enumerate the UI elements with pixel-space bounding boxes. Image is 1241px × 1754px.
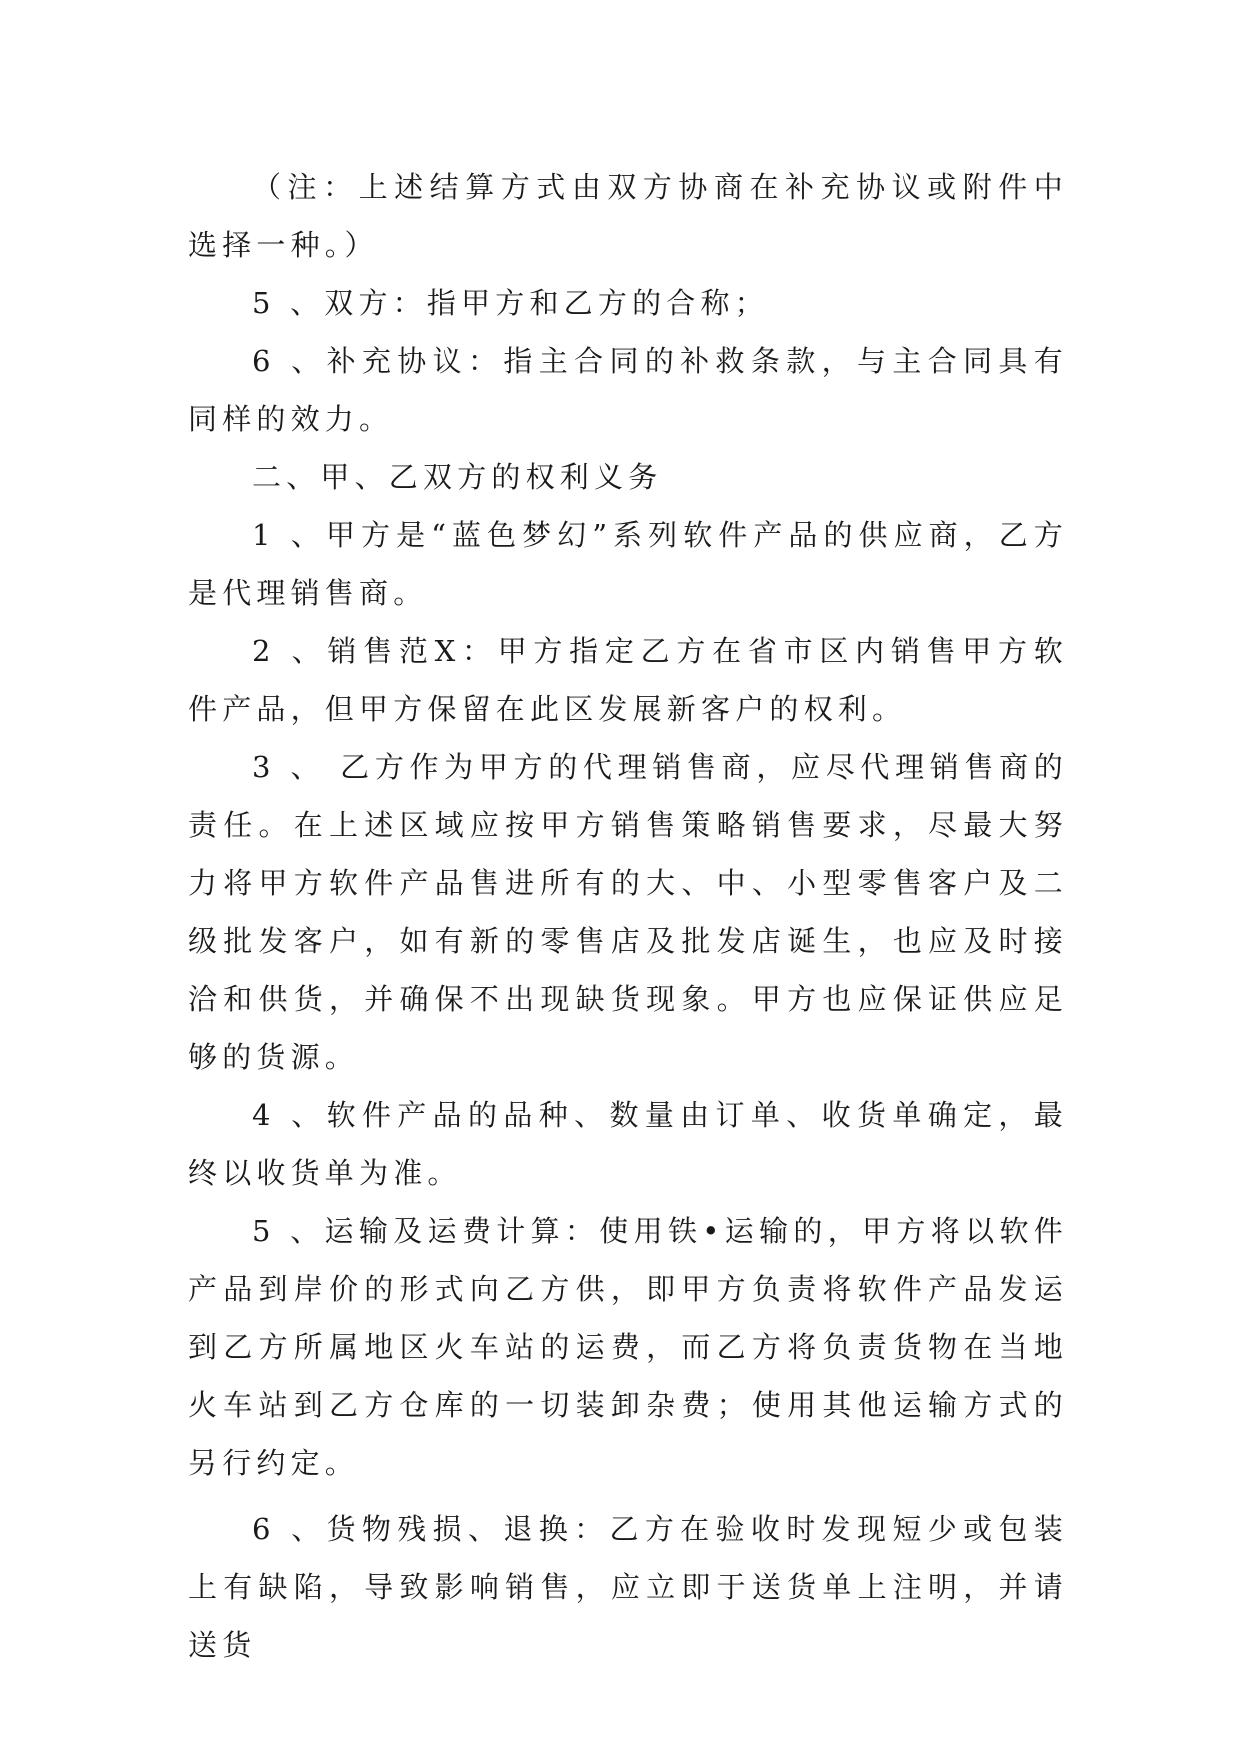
section-heading-rights-obligations: 二、甲、乙双方的权利义务 xyxy=(252,460,663,494)
paragraph-clause-6: 6 、货物残损、退换：乙方在验收时发现短少或包装上有缺陷，导致影响销售，应立即于送货单上注明，并请送货 xyxy=(188,1512,1068,1662)
paragraph-clause-2: 2 、销售范X：甲方指定乙方在省市区内销售甲方软件产品，但甲方保留在此区发展新客户的权利。 xyxy=(188,634,1068,726)
paragraph-definition-parties: 5 、双方：指甲方和乙方的合称； xyxy=(252,286,769,320)
paragraph-clause-3: 3 、 乙方作为甲方的代理销售商，应尽代理销售商的责任。在上述区域应按甲方销售策略销售要求，尽最大努力将甲方软件产品售进所有的大、中、小型零售客户及二级批发客户，如有新的零售店及批发店诞生，也应及时接洽和供货，并确保不出现缺货现象。甲方也应保证供应足够的货源。 xyxy=(188,750,1068,1074)
paragraph-clause-5: 5 、运输及运费计算：使用铁•运输的，甲方将以软件产品到岸价的形式向乙方供，即甲方负责将软件产品发运到乙方所属地区火车站的运费，而乙方将负责货物在当地火车站到乙方仓库的一切装卸杂费；使用其他运输方式的另行约定。 xyxy=(188,1214,1068,1480)
paragraph-clause-4: 4 、软件产品的品种、数量由订单、收货单确定，最终以收货单为准。 xyxy=(188,1098,1068,1190)
paragraph-definition-supplement: 6 、补充协议：指主合同的补救条款，与主合同具有同样的效力。 xyxy=(188,344,1068,436)
paragraph-clause-1: 1 、甲方是“蓝色梦幻”系列软件产品的供应商，乙方是代理销售商。 xyxy=(188,518,1068,610)
document-body xyxy=(188,158,1068,1674)
paragraph-settlement-note: （注：上述结算方式由双方协商在补充协议或附件中选择一种。） xyxy=(188,170,1068,262)
